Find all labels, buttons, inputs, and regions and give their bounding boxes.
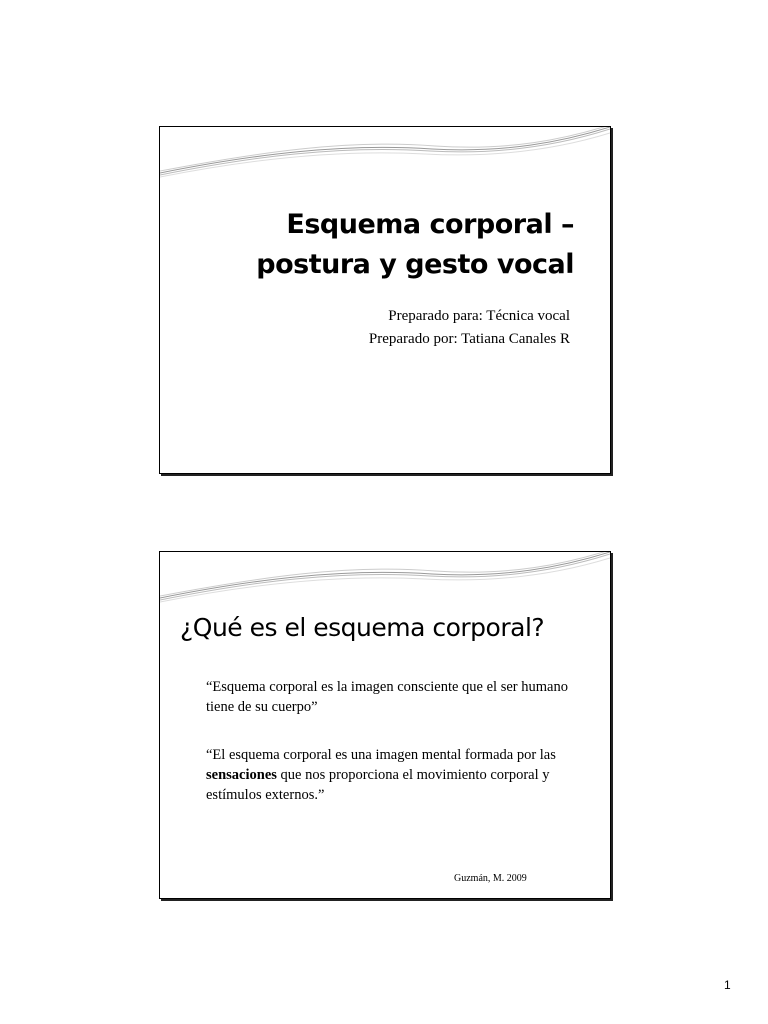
quote-2 [206, 745, 596, 805]
slide-title: ¿Qué es el esquema corporal? [180, 613, 545, 642]
slide-2 [159, 551, 611, 899]
prepared-for: Preparado para: Técnica vocal [388, 308, 570, 324]
page-number: 1 [724, 978, 731, 992]
quote-2-text-start: “El esquema corporal es una imagen mental formada por las [206, 747, 556, 763]
slide-title-line-2: postura y gesto vocal [256, 249, 574, 280]
citation: Guzmán, M. 2009 [454, 873, 527, 884]
slide-title [256, 205, 574, 285]
quote-1: “Esquema corporal es la imagen consciente que el ser humano tiene de su cuerpo” [206, 679, 568, 715]
wave-decoration [160, 552, 610, 612]
quote-2-emphasis: sensaciones [206, 767, 277, 783]
quote-2-text-end: que nos proporciona el movimiento corporal y estímulos externos.” [206, 767, 550, 803]
prepared-by: Preparado por: Tatiana Canales R [368, 331, 570, 347]
slide-subtitle [369, 305, 570, 351]
wave-decoration [160, 127, 610, 187]
slide-title-line-1: Esquema corporal – [286, 209, 574, 240]
slide-1 [159, 126, 611, 474]
